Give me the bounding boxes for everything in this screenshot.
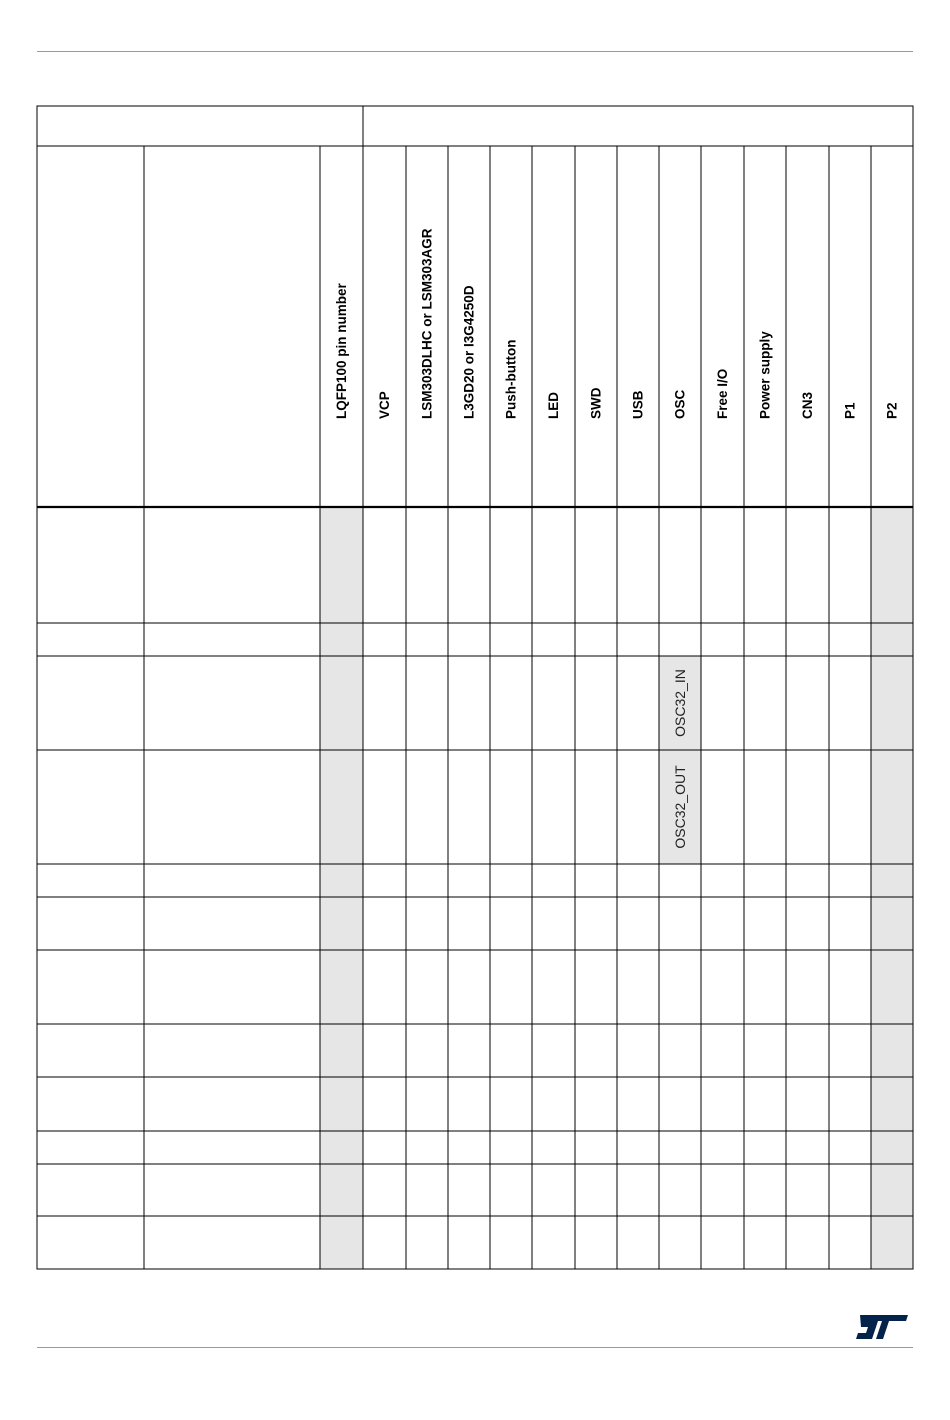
shaded-column-2: [320, 507, 363, 1269]
column-header-10: OSC: [672, 389, 688, 419]
column-header-7: LED: [546, 392, 561, 419]
column-header-12: Power supply: [757, 331, 773, 419]
column-header-8: SWD: [588, 387, 604, 419]
shaded-column-15: [871, 507, 913, 1269]
bottom-rule: [37, 1347, 913, 1348]
cell-text: OSC32_IN: [672, 669, 688, 737]
column-header-15: P2: [884, 402, 900, 419]
table-frame: [37, 106, 913, 1269]
column-header-9: USB: [630, 390, 646, 419]
column-header-3: VCP: [377, 391, 392, 419]
column-header-13: CN3: [800, 391, 815, 419]
column-header-6: Push-button: [503, 339, 519, 419]
column-header-14: P1: [842, 402, 858, 419]
cell-text: OSC32_OUT: [672, 765, 688, 849]
column-header-5: L3GD20 or I3G4250D: [461, 285, 477, 419]
column-header-4: LSM303DLHC or LSM303AGR: [419, 228, 435, 419]
st-logo-icon: [852, 1310, 912, 1342]
column-header-11: Free I/O: [715, 368, 730, 419]
column-header-2: LQFP100 pin number: [334, 283, 349, 419]
